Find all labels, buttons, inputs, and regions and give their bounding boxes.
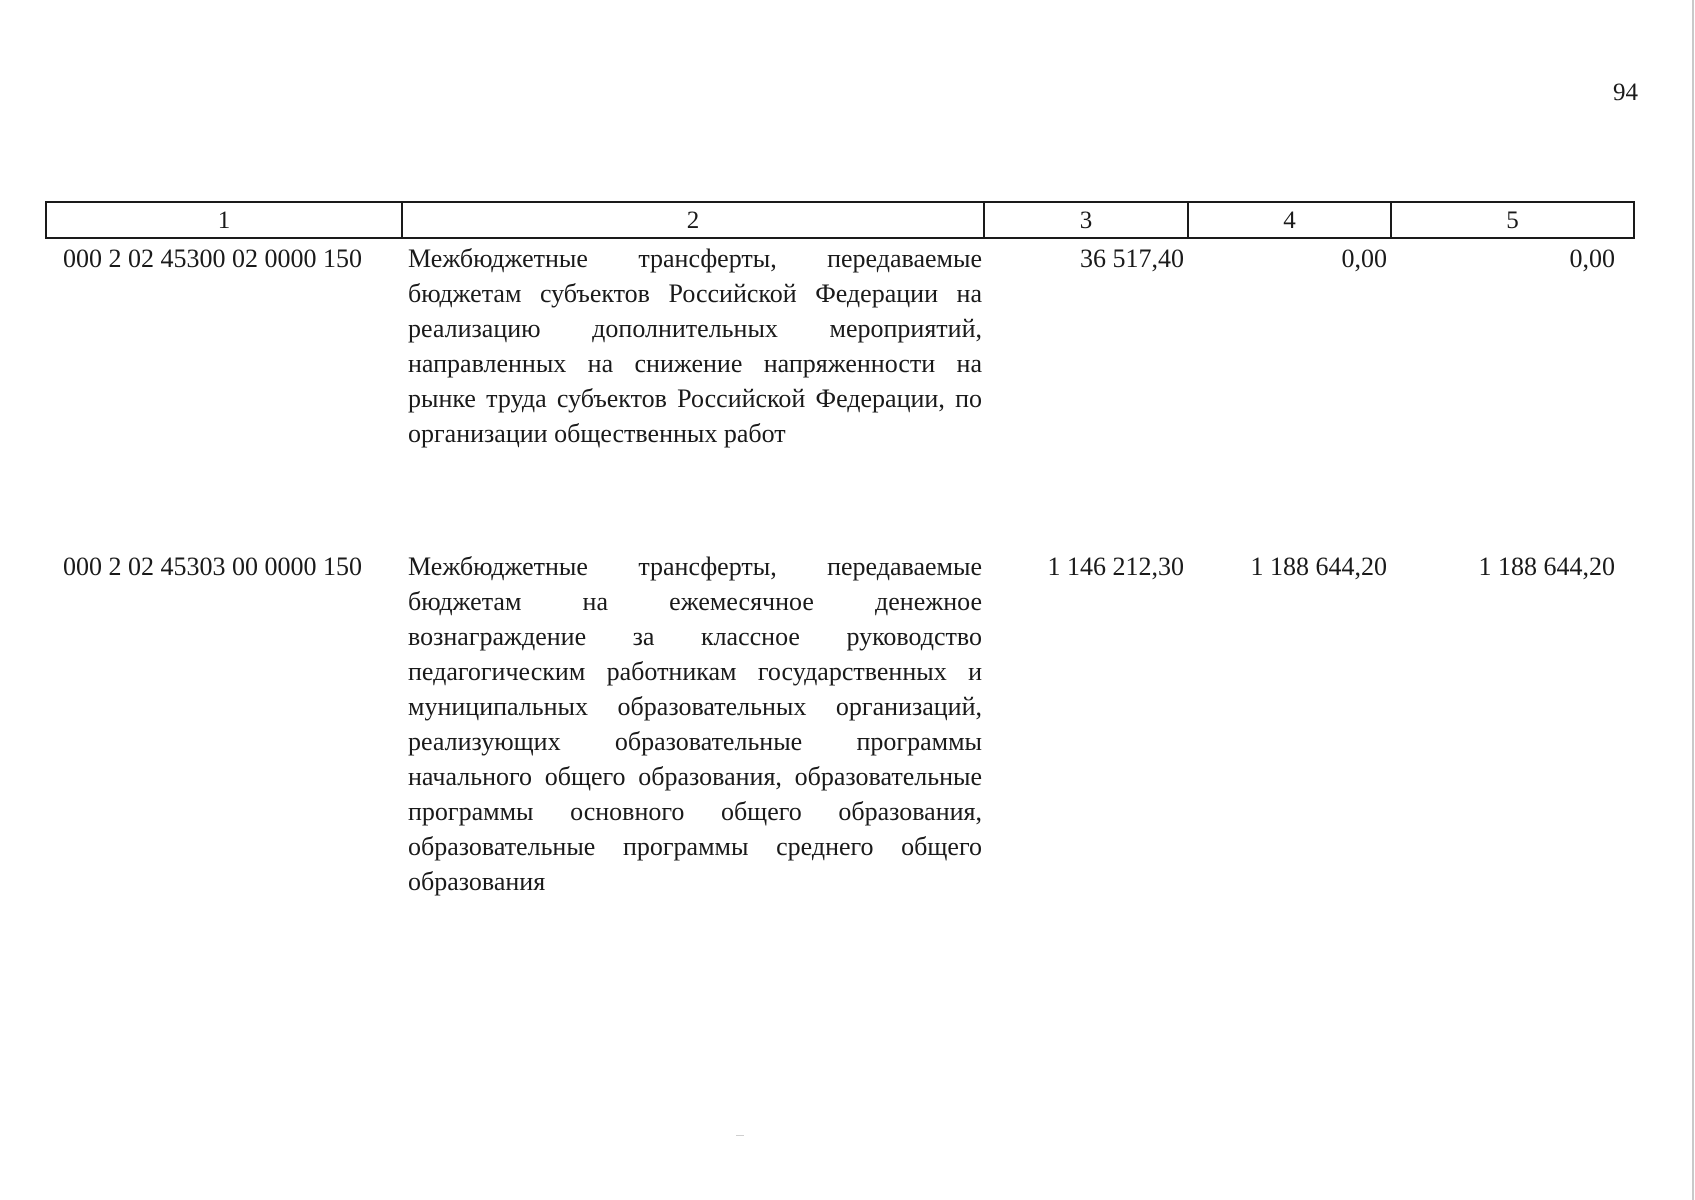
row-description: Межбюджетные трансферты, передаваемые бюджетам субъектов Российской Федерации на реализацию дополнительных мероприятий, направленных на снижение напряженности на рынке труда субъектов Российской Федерации, по организации общественных работ (408, 244, 982, 448)
page-edge-line (1692, 0, 1694, 1200)
row-value-col-4: 1 188 644,20 (1250, 552, 1387, 581)
table-header-col-5: 5 (1506, 207, 1519, 234)
table-header-col-1: 1 (47, 203, 403, 237)
row-value-col-4: 0,00 (1341, 244, 1387, 273)
page-number: 94 (1613, 79, 1638, 106)
table-header-row (45, 201, 1635, 239)
row-code: 000 2 02 45300 02 0000 150 (63, 244, 362, 273)
row-value-col-5: 1 188 644,20 (1478, 552, 1615, 581)
row-value-col-3: 1 146 212,30 (1047, 552, 1184, 581)
row-code: 000 2 02 45303 00 0000 150 (63, 552, 362, 581)
row-description: Межбюджетные трансферты, передаваемые бюджетам на ежемесячное денежное вознаграждение за классное руководство педагогическим работникам государственных и муниципальных образовательных организаций, реализующих образовательные программы начального общего образования, образовательные программы основного общего образования, образовательные программы среднего общего образования (408, 552, 982, 896)
table-header-col-2: 2 (403, 203, 985, 237)
row-value-col-5: 0,00 (1569, 244, 1615, 273)
scan-artifact (736, 1135, 744, 1136)
table-header-col-3: 3 (985, 203, 1189, 237)
row-value-col-3: 36 517,40 (1080, 244, 1184, 273)
table-header-col-4: 4 (1189, 203, 1392, 237)
